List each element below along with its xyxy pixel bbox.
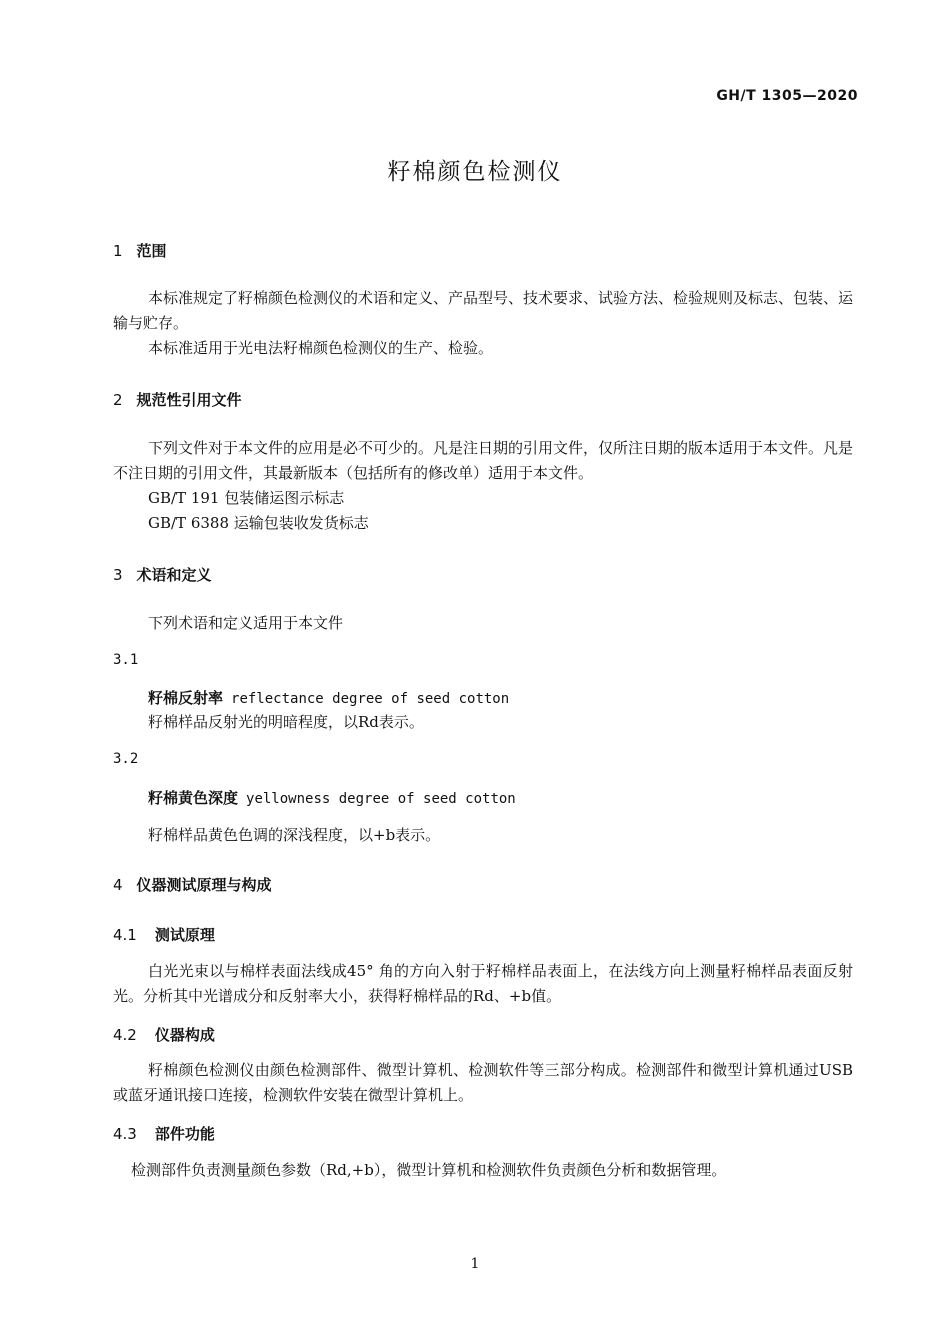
section-3-intro: 下列术语和定义适用于本文件: [148, 614, 344, 632]
section-3-heading: [113, 564, 212, 585]
page-number: 1: [470, 1256, 480, 1272]
section-number: 4: [113, 876, 123, 894]
term-3-2-definition: 籽棉样品黄色色调的深浅程度，以+b表示。: [148, 826, 441, 844]
section-2-paragraph-1: 下列文件对于本文件的应用是必不可少的。凡是注日期的引用文件，仅所注日期的版本适用于本文件。凡是不注日期的引用文件，其最新版本（包括所有的修改单）适用于本文件。: [113, 439, 854, 482]
term-3-1-number: 3.1: [113, 652, 139, 668]
document-title: 籽棉颜色检测仪: [387, 159, 563, 185]
section-title: 测试原理: [154, 926, 215, 944]
section-title: 仪器构成: [154, 1026, 215, 1044]
section-title: 规范性引用文件: [136, 391, 242, 409]
section-1-paragraph-2: 本标准适用于光电法籽棉颜色检测仪的生产、检验。: [148, 339, 494, 357]
section-number: 4.2: [113, 1026, 137, 1044]
term-3-2-number: 3.2: [113, 751, 139, 767]
section-number: 1: [113, 242, 123, 260]
section-4-heading: [113, 874, 272, 895]
term-english: yellowness degree of seed cotton: [246, 791, 516, 807]
section-number: 2: [113, 391, 123, 409]
section-4-2-paragraph: 籽棉颜色检测仪由颜色检测部件、微型计算机、检测软件等三部分构成。检测部件和微型计算机通过USB或蓝牙通讯接口连接，检测软件安装在微型计算机上。: [113, 1061, 853, 1104]
section-2-heading: [113, 389, 242, 410]
section-title: 部件功能: [154, 1125, 215, 1143]
section-title: 仪器测试原理与构成: [136, 876, 272, 894]
section-4-3-paragraph: 检测部件负责测量颜色参数（Rd,+b），微型计算机和检测软件负责颜色分析和数据管理。: [131, 1161, 727, 1179]
term-3-1-definition: 籽棉样品反射光的明暗程度，以Rd表示。: [148, 713, 424, 731]
term-chinese: 籽棉黄色深度: [148, 789, 239, 807]
section-1-heading: [113, 240, 167, 261]
reference-gbt-191: GB/T 191 包装储运图示标志: [148, 489, 345, 507]
section-title: 术语和定义: [136, 566, 212, 584]
standard-code: GH/T 1305—2020: [716, 88, 858, 104]
section-number: 3: [113, 566, 123, 584]
term-chinese: 籽棉反射率: [148, 689, 224, 707]
section-4-3-heading: [113, 1123, 215, 1144]
term-3-2: [148, 786, 516, 812]
section-4-1-paragraph: 白光光束以与棉样表面法线成45° 角的方向入射于籽棉样品表面上，在法线方向上测量籽棉样品表面反射光。分析其中光谱成分和反射率大小，获得籽棉样品的Rd、+b值。: [113, 962, 853, 1005]
reference-gbt-6388: GB/T 6388 运输包装收发货标志: [148, 514, 369, 532]
section-number: 4.3: [113, 1125, 137, 1143]
section-title: 范围: [136, 242, 167, 260]
section-1-paragraph-1: 本标准规定了籽棉颜色检测仪的术语和定义、产品型号、技术要求、试验方法、检验规则及标志、包装、运输与贮存。: [113, 289, 854, 332]
term-3-1: [148, 686, 509, 712]
section-4-2-heading: [113, 1024, 215, 1045]
term-english: reflectance degree of seed cotton: [231, 691, 510, 707]
section-4-1-heading: [113, 924, 215, 945]
section-number: 4.1: [113, 926, 137, 944]
